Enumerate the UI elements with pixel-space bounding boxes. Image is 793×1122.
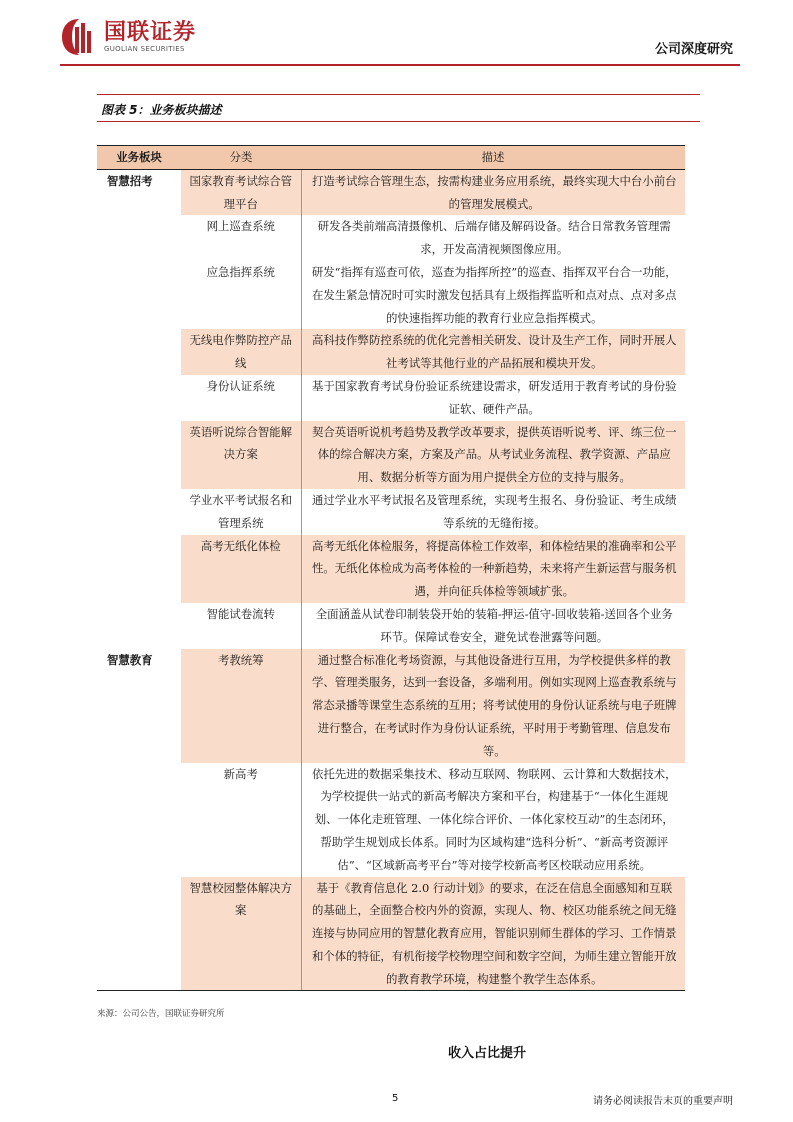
table-row bbox=[97, 489, 685, 535]
segment-cell bbox=[97, 877, 181, 991]
description-cell: 全面涵盖从试卷印制装袋开始的装箱-押运-值守-回收装箱-送回各个业务环节。保障试卷安全，避免试卷泄露等问题。 bbox=[315, 606, 673, 644]
description-cell: 基于国家教育考试身份验证系统建设需求，研发适用于教育考试的身份验证软、硬件产品。 bbox=[311, 378, 677, 416]
logo-english-name: GUOLIAN SECURITIES bbox=[104, 45, 185, 53]
description-cell: 通过学业水平考试报名及管理系统，实现考生报名、身份验证、考生成绩等系统的无缝衔接。 bbox=[311, 492, 677, 530]
description-cell: 研发“指挥有巡查可依，巡查为指挥所控”的巡查、指挥双平台合一功能，在发生紧急情况时可实时激发包括具有上级指挥监听和点对点、点对多点的快速指挥功能的教育行业应急指挥模式。 bbox=[311, 264, 677, 325]
report-type-label: 公司深度研究 bbox=[654, 42, 733, 57]
category-cell: 考教统筹 bbox=[181, 649, 301, 763]
category-cell: 应急指挥系统 bbox=[181, 261, 301, 329]
category-cell: 学业水平考试报名和管理系统 bbox=[181, 489, 301, 535]
table-row bbox=[97, 375, 685, 421]
column-header: 分类 bbox=[181, 146, 301, 170]
column-header: 描述 bbox=[301, 146, 685, 170]
table-header-row bbox=[97, 146, 685, 170]
section-heading: 收入占比提升 bbox=[448, 1046, 527, 1061]
table-row bbox=[97, 649, 685, 763]
description-cell: 通过整合标准化考场资源，与其他设备进行互用，为学校提供多样的教学、管理类服务，达到一套设备，多端利用。例如实现网上巡查教系统与常态录播等课堂生态系统的互用；将考试使用的身份认证系统与电子班牌进行整合，在考试时作为身份认证系统，平时用于考勤管理、信息发布等。 bbox=[301, 649, 685, 763]
description-cell: 高考无纸化体检服务，将提高体检工作效率，和体检结果的准确率和公平性。无纸化体检成为高考体检的一种新趋势，未来将产生新运营与服务机遇，并向征兵体检等领域扩张。 bbox=[301, 535, 685, 603]
table-row bbox=[97, 169, 685, 215]
table-row bbox=[97, 763, 685, 877]
figure-title-bottom-rule bbox=[97, 121, 700, 122]
category-cell: 高考无纸化体检 bbox=[181, 535, 301, 603]
business-segment-table bbox=[97, 145, 685, 991]
category-cell: 无线电作弊防控产品线 bbox=[181, 329, 301, 375]
table-row bbox=[97, 535, 685, 603]
description-cell: 依托先进的数据采集技术、移动互联网、物联网、云计算和大数据技术，为学校提供一站式的新高考解决方案和平台，构建基于“一体化生涯规划、一体化走班管理、一体化综合评价、一体化家校互动”的生态闭环，帮助学生规划成长体系。同时为区域构建“选科分析”、“新高考资源评估”、“区域新高考平台”等对接学校新高考区校联动应用系统。 bbox=[311, 766, 677, 872]
segment-cell bbox=[97, 535, 181, 603]
segment-cell bbox=[97, 763, 181, 877]
category-cell: 智慧校园整体解决方案 bbox=[181, 877, 301, 991]
table-row bbox=[97, 603, 685, 649]
segment-cell: 智慧招考 bbox=[97, 169, 181, 215]
segment-cell bbox=[97, 421, 181, 489]
table-row bbox=[97, 329, 685, 375]
category-cell: 身份认证系统 bbox=[181, 375, 301, 421]
logo-chinese-name: 国联证券 bbox=[104, 20, 197, 45]
segment-cell bbox=[97, 375, 181, 421]
description-cell: 打造考试综合管理生态，按需构建业务应用系统，最终实现大中台小前台的管理发展模式。 bbox=[301, 169, 685, 215]
category-cell: 新高考 bbox=[181, 763, 301, 877]
figure-title-top-rule bbox=[97, 94, 700, 95]
table-row bbox=[97, 421, 685, 489]
figure-source: 来源：公司公告，国联证券研究所 bbox=[97, 1009, 225, 1019]
figure-title: 图表 5：业务板块描述 bbox=[101, 103, 222, 117]
category-cell: 国家教育考试综合管理平台 bbox=[181, 169, 301, 215]
guolian-logo-icon bbox=[60, 17, 98, 57]
page-number: 5 bbox=[392, 1093, 399, 1104]
description-cell: 研发各类前端高清摄像机、后端存储及解码设备。结合日常教务管理需求，开发高清视频图像应用。 bbox=[317, 219, 671, 257]
category-cell: 智能试卷流转 bbox=[181, 603, 301, 649]
segment-cell: 智慧教育 bbox=[97, 649, 181, 763]
page-header bbox=[60, 14, 733, 64]
footer-disclaimer: 请务必阅读报告末页的重要声明 bbox=[593, 1096, 733, 1107]
table-row bbox=[97, 261, 685, 329]
segment-cell bbox=[97, 603, 181, 649]
segment-cell bbox=[97, 329, 181, 375]
segment-cell bbox=[97, 215, 181, 261]
description-cell: 契合英语听说机考趋势及教学改革要求，提供英语听说考、评、练三位一体的综合解决方案，方案及产品。从考试业务流程、教学资源、产品应用、数据分析等方面为用户提供全方位的支持与服务。 bbox=[301, 421, 685, 489]
segment-cell bbox=[97, 489, 181, 535]
table-row bbox=[97, 215, 685, 261]
category-cell: 英语听说综合智能解决方案 bbox=[181, 421, 301, 489]
company-logo bbox=[60, 14, 196, 60]
header-divider bbox=[60, 64, 740, 66]
segment-cell bbox=[97, 261, 181, 329]
category-cell: 网上巡查系统 bbox=[181, 215, 301, 261]
description-cell: 高科技作弊防控系统的优化完善相关研发、设计及生产工作，同时开展人社考试等其他行业的产品拓展和模块开发。 bbox=[301, 329, 685, 375]
table-row bbox=[97, 877, 685, 991]
description-cell: 基于《教育信息化 2.0 行动计划》的要求，在泛在信息全面感知和互联的基础上，全面整合校内外的资源，实现人、物、校区功能系统之间无缝连接与协同应用的智慧化教育应用，智能识别师生群体的学习、工作情景和个体的特征，有机衔接学校物理空间和数字空间，为师生建立智能开放的教育教学环境，构建整个教学生态体系。 bbox=[301, 877, 685, 991]
column-header: 业务板块 bbox=[97, 146, 181, 170]
